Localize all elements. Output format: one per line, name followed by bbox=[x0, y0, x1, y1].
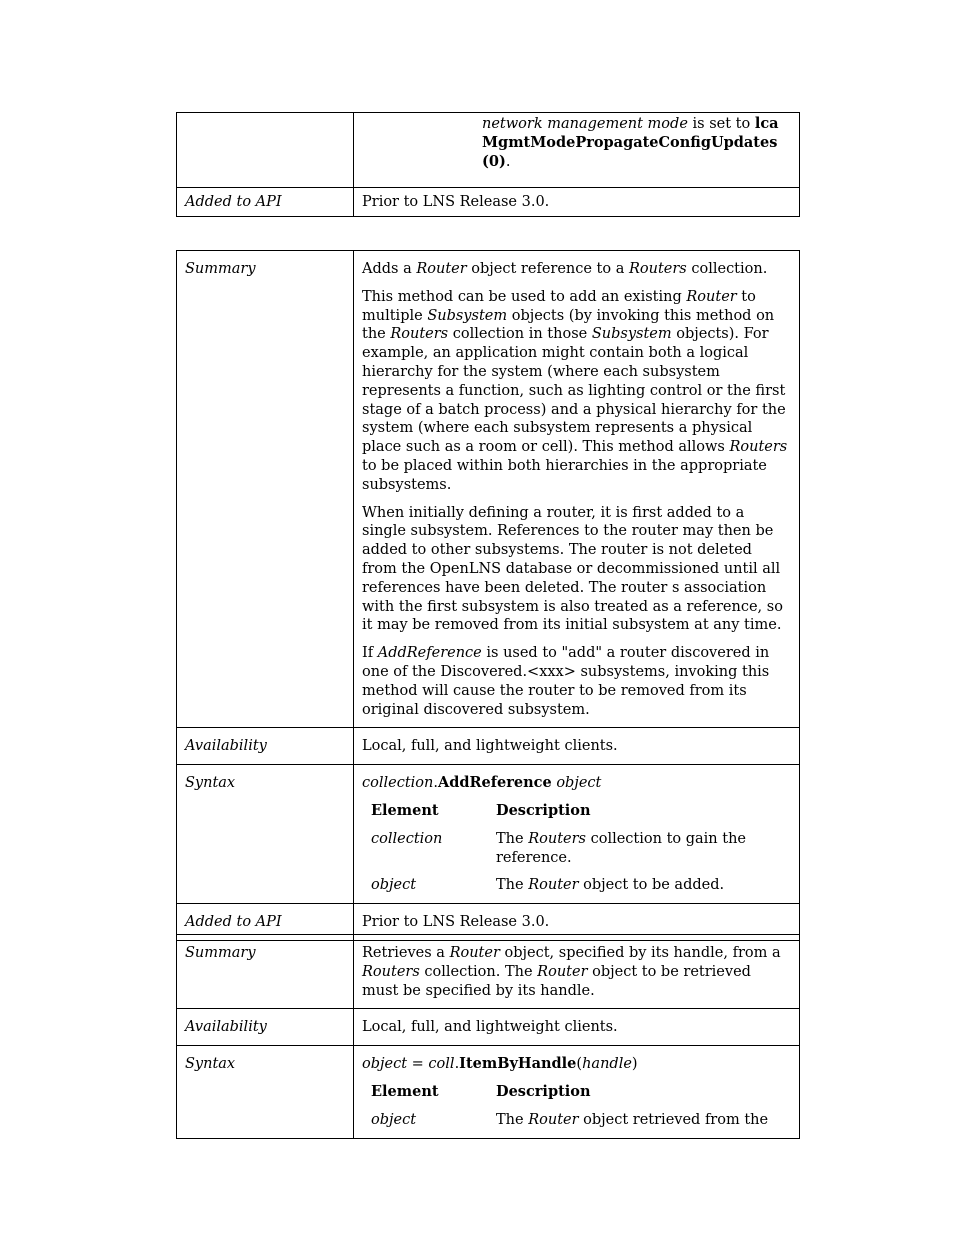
col-description: Description bbox=[496, 1082, 591, 1100]
col-element: Element bbox=[371, 801, 439, 819]
syntax-line: collection.AddReference object bbox=[362, 774, 602, 792]
method-table-itembyhandle bbox=[176, 934, 800, 1139]
table-row bbox=[177, 113, 800, 188]
added-label: Added to API bbox=[177, 904, 354, 941]
mode-constant: lcaMgmtModePropagateConfigUpdates (0) bbox=[482, 115, 779, 170]
availability-label: Availability bbox=[177, 728, 354, 765]
syntax-value bbox=[354, 1046, 800, 1138]
col-element: Element bbox=[371, 1082, 439, 1100]
parameter-table bbox=[362, 1083, 791, 1130]
parameter-header bbox=[362, 802, 791, 830]
syntax-label: Syntax bbox=[177, 765, 354, 904]
text: is set to bbox=[687, 116, 755, 132]
table-row bbox=[177, 765, 800, 904]
text: . bbox=[505, 153, 511, 170]
description-paragraph: This method can be used to add an existing Router to multiple Subsystem objects (by invoking this method on the Routers collection in those Subsystem objects). For example, an application might contain both a logical hierarchy for the system (where each subsystem represents a function, such as lighting control or the first stage of a batch process) and a physical hierarchy for the system (where each subsystem represents a physical place such as a room or cell). This method allows Routers to be placed within both hierarchies in the appropriate subsystems. bbox=[362, 288, 788, 493]
summary-label: Summary bbox=[177, 251, 354, 728]
syntax-value bbox=[354, 765, 800, 904]
availability-value: Local, full, and lightweight clients. bbox=[354, 728, 800, 765]
description-paragraph: When initially defining a router, it is first added to a single subsystem. References to the router may then be added to other subsystems. The router is not deleted from the OpenLNS database or decommissioned until all references have been deleted. The router s association with the first subsystem is also treated as a reference, so it may be removed from its initial subsystem at any time. bbox=[362, 504, 783, 634]
continued-description bbox=[354, 113, 800, 188]
table-row bbox=[177, 728, 800, 765]
parameter-row bbox=[362, 876, 791, 895]
syntax-label: Syntax bbox=[177, 1046, 354, 1138]
parameter-description: The Router object to be added. bbox=[496, 877, 725, 894]
text-italic: network management mode bbox=[482, 116, 688, 132]
empty-label-cell bbox=[177, 113, 354, 188]
summary-label: Summary bbox=[177, 935, 354, 1009]
summary-value: Retrieves a Router object, specified by its handle, from a Routers collection. The Router object to be retrieved must be specified by its handle. bbox=[354, 935, 800, 1009]
method-table-addreference bbox=[176, 250, 800, 941]
table-row bbox=[177, 935, 800, 1009]
parameter-description: The Routers collection to gain the reference. bbox=[496, 830, 746, 866]
parameter-name: collection bbox=[371, 830, 443, 847]
parameter-row bbox=[362, 1111, 791, 1130]
added-value: Prior to LNS Release 3.0. bbox=[354, 904, 800, 941]
description-paragraph: If AddReference is used to "add" a router discovered in one of the Discovered.<xxx> subsystems, invoking this method will cause the router to be removed from its original discovered subsystem. bbox=[362, 645, 770, 718]
parameter-name: object bbox=[371, 877, 417, 894]
summary-paragraph: Adds a Router object reference to a Routers collection. bbox=[362, 261, 768, 277]
parameter-row bbox=[362, 830, 791, 877]
parameter-name: object bbox=[371, 1111, 417, 1128]
table-row bbox=[177, 188, 800, 217]
parameter-description: The Router object retrieved from the bbox=[496, 1111, 769, 1128]
added-value: Prior to LNS Release 3.0. bbox=[354, 188, 800, 217]
syntax-line: object = coll.ItemByHandle(handle) bbox=[362, 1055, 638, 1073]
summary-value bbox=[354, 251, 800, 728]
parameter-header bbox=[362, 1083, 791, 1111]
parameter-table bbox=[362, 802, 791, 895]
table-row bbox=[177, 251, 800, 728]
table-row bbox=[177, 1046, 800, 1138]
table-row bbox=[177, 1009, 800, 1046]
availability-value: Local, full, and lightweight clients. bbox=[354, 1009, 800, 1046]
table-continued bbox=[176, 112, 800, 217]
availability-label: Availability bbox=[177, 1009, 354, 1046]
added-label: Added to API bbox=[177, 188, 354, 217]
col-description: Description bbox=[496, 801, 591, 819]
